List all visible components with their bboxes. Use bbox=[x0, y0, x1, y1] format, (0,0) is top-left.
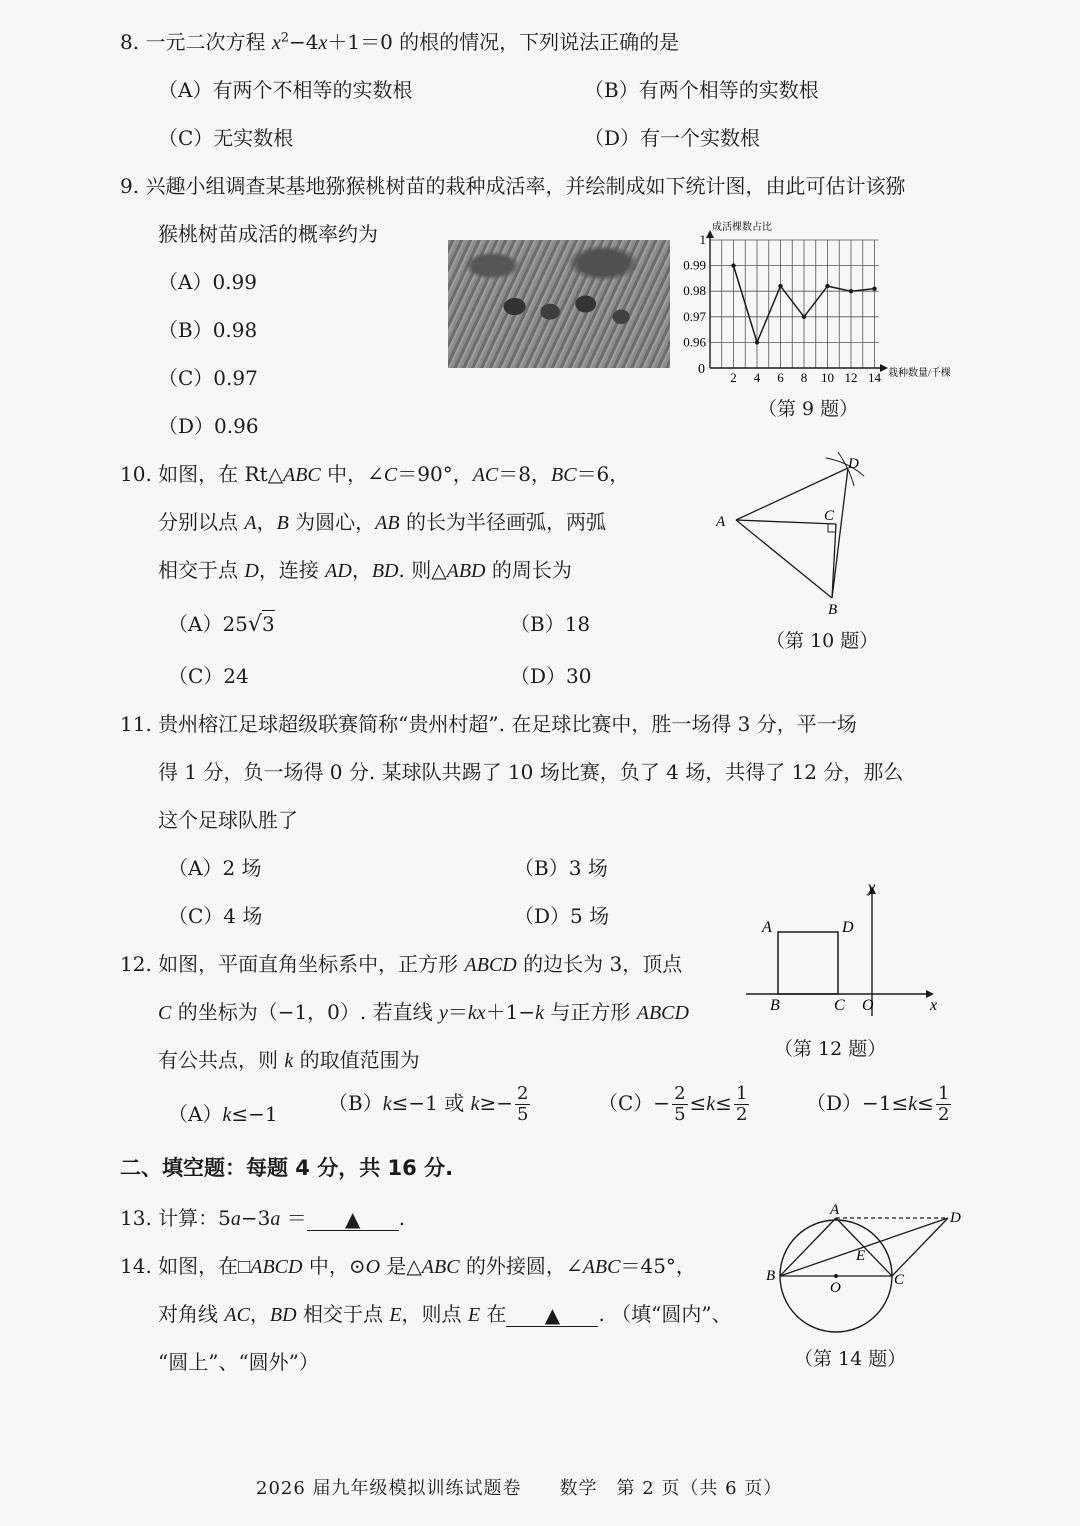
q11-option-c: （C）4 场 bbox=[168, 904, 263, 928]
segment-bd bbox=[832, 468, 848, 598]
q10-caption: （第 10 题） bbox=[766, 630, 879, 652]
q9-stem-line1: 9. 兴趣小组调查某基地猕猴桃树苗的栽种成活率，并绘制成如下统计图，由此可估计该猕 bbox=[120, 174, 906, 198]
label-y: y bbox=[868, 879, 876, 896]
q10-stem-line1: 10. 如图，在 Rt△ABC 中，∠C＝90°，AC＝8，BC＝6， bbox=[120, 462, 630, 486]
q14-stem-line3: “圆上”、“圆外”） bbox=[158, 1350, 319, 1374]
label-e: E bbox=[856, 1248, 866, 1264]
chart-ylabel: 成活棵数占比 bbox=[712, 222, 772, 233]
label-b: B bbox=[770, 997, 780, 1014]
q11-stem-line1: 11. 贵州榕江足球超级联赛简称“贵州村超”. 在足球比赛中，胜一场得 3 分，平一场 bbox=[120, 712, 857, 736]
x-tick-label: 6 bbox=[777, 370, 784, 385]
y-tick-label: 0.97 bbox=[683, 308, 706, 324]
square-abcd bbox=[778, 932, 838, 994]
q14-caption: （第 14 题） bbox=[794, 1348, 907, 1370]
q13-stem: 13. 计算：5a−3a ＝ ▲ . bbox=[120, 1206, 406, 1231]
q14-stem-line2: 对角线 AC，BD 相交于点 E，则点 E 在 ▲ . （填“圆内”、 bbox=[158, 1302, 732, 1327]
q12-caption: （第 12 题） bbox=[774, 1038, 887, 1060]
x-tick-label: 14 bbox=[868, 370, 881, 385]
chart-origin: 0 bbox=[698, 362, 705, 377]
segment-ac bbox=[736, 520, 836, 524]
segment-ab bbox=[736, 520, 832, 598]
q12-option-b: （B）k≤−1 或 k≥− $\frac{2}{5}$ bbox=[328, 1083, 529, 1125]
kiwi-photo bbox=[448, 240, 670, 368]
q8-option-c: （C）无实数根 bbox=[158, 126, 294, 150]
q10-option-a: （A）25√3 bbox=[168, 612, 275, 637]
q12-option-a: （A）k≤−1 bbox=[168, 1102, 278, 1126]
q10-stem-line3: 相交于点 D，连接 AD，BD. 则△ABD 的周长为 bbox=[158, 558, 572, 582]
x-tick-label: 8 bbox=[800, 370, 808, 385]
label-a: A bbox=[716, 514, 726, 530]
point-o bbox=[834, 1274, 838, 1278]
survival-rate-chart bbox=[676, 218, 966, 388]
q12-stem-line1: 12. 如图，平面直角坐标系中，正方形 ABCD 的边长为 3，顶点 bbox=[120, 952, 683, 976]
q10-option-d: （D）30 bbox=[510, 664, 592, 688]
label-a: A bbox=[830, 1202, 840, 1218]
q10-stem-line2: 分别以点 A，B 为圆心，AB 的长为半径画弧，两弧 bbox=[158, 510, 606, 534]
data-point bbox=[802, 315, 806, 319]
q10-figure bbox=[700, 450, 880, 620]
y-tick-label: 0.96 bbox=[683, 334, 706, 350]
x-axis-arrow bbox=[880, 364, 888, 372]
q12-stem-line3: 有公共点，则 k 的取值范围为 bbox=[158, 1048, 420, 1072]
q14-stem-line1: 14. 如图，在□ABCD 中，⊙O 是△ABC 的外接圆，∠ABC＝45°， bbox=[120, 1254, 696, 1278]
label-c: C bbox=[834, 997, 845, 1014]
page-footer: 2026 届九年级模拟训练试题卷 数学 第 2 页（共 6 页） bbox=[256, 1478, 783, 1499]
q8-option-a: （A）有两个不相等的实数根 bbox=[158, 78, 413, 102]
fraction-1-2: $\frac{1}{2}$ bbox=[735, 1083, 748, 1125]
data-point bbox=[755, 340, 759, 344]
q14-figure bbox=[760, 1196, 970, 1346]
q9-option-b: （B）0.98 bbox=[158, 318, 258, 342]
chart-xlabel: 栽种数量/千棵 bbox=[888, 368, 951, 379]
label-b: B bbox=[828, 602, 838, 618]
q12-option-c: （C）− $\frac{2}{5}$ ≤k≤ $\frac{1}{2}$ bbox=[598, 1083, 748, 1125]
q12-stem-line2: C 的坐标为（−1，0）. 若直线 y＝kx＋1−k 与正方形 ABCD bbox=[158, 1000, 689, 1024]
q11-stem-line3: 这个足球队胜了 bbox=[158, 808, 298, 832]
fraction-1-2: $\frac{1}{2}$ bbox=[937, 1083, 950, 1125]
q11-option-d: （D）5 场 bbox=[514, 904, 610, 928]
label-c: C bbox=[824, 508, 835, 524]
y-tick-label: 1 bbox=[699, 232, 706, 247]
q9-option-d: （D）0.96 bbox=[158, 414, 259, 438]
label-a: A bbox=[762, 919, 772, 936]
label-x: x bbox=[930, 997, 938, 1014]
label-o: O bbox=[862, 997, 874, 1014]
label-b: B bbox=[766, 1268, 776, 1284]
data-point bbox=[825, 284, 829, 288]
q9-option-a: （A）0.99 bbox=[158, 270, 257, 294]
answer-blank[interactable]: ▲ bbox=[307, 1208, 399, 1231]
q11-option-b: （B）3 场 bbox=[514, 856, 608, 880]
data-point bbox=[872, 286, 876, 290]
q8-stem: 8. 一元二次方程 $x^2-4x+1=0$ 的根的情况，下列说法正确的是 bbox=[120, 30, 680, 54]
x-tick-label: 10 bbox=[821, 370, 834, 385]
q12-figure bbox=[740, 876, 950, 1026]
x-tick-label: 12 bbox=[844, 370, 858, 385]
q11-option-a: （A）2 场 bbox=[168, 856, 262, 880]
label-d: D bbox=[950, 1210, 961, 1226]
data-point bbox=[731, 263, 735, 267]
section-heading: 二、填空题：每题 4 分，共 16 分. bbox=[120, 1156, 454, 1180]
data-point bbox=[849, 289, 853, 293]
x-tick-label: 4 bbox=[753, 370, 761, 385]
label-d: D bbox=[842, 919, 854, 936]
label-c: C bbox=[894, 1272, 905, 1288]
right-angle-mark bbox=[828, 524, 835, 532]
data-point bbox=[778, 284, 782, 288]
q9-option-c: （C）0.97 bbox=[158, 366, 258, 390]
label-o: O bbox=[830, 1280, 841, 1296]
answer-blank[interactable]: ▲ bbox=[506, 1304, 598, 1327]
q8-option-b: （B）有两个相等的实数根 bbox=[584, 78, 819, 102]
q9-caption: （第 9 题） bbox=[758, 398, 859, 420]
x-tick-label: 2 bbox=[730, 370, 737, 385]
label-d: D bbox=[848, 456, 859, 472]
q9-stem-line2: 猴桃树苗成活的概率约为 bbox=[158, 222, 378, 246]
fraction-2-5: $\frac{2}{5}$ bbox=[516, 1083, 529, 1125]
q12-option-d: （D）−1≤k≤ $\frac{1}{2}$ bbox=[806, 1083, 950, 1125]
fraction-2-5: $\frac{2}{5}$ bbox=[674, 1083, 686, 1125]
y-tick-label: 0.99 bbox=[683, 257, 706, 273]
q10-option-c: （C）24 bbox=[168, 664, 249, 688]
y-tick-label: 0.98 bbox=[683, 283, 706, 299]
q11-stem-line2: 得 1 分，负一场得 0 分. 某球队共踢了 10 场比赛，负了 4 场，共得了 12 分，那么 bbox=[158, 760, 904, 784]
segment-cd bbox=[892, 1218, 948, 1276]
q10-option-b: （B）18 bbox=[510, 612, 591, 636]
q8-option-d: （D）有一个实数根 bbox=[584, 126, 761, 150]
